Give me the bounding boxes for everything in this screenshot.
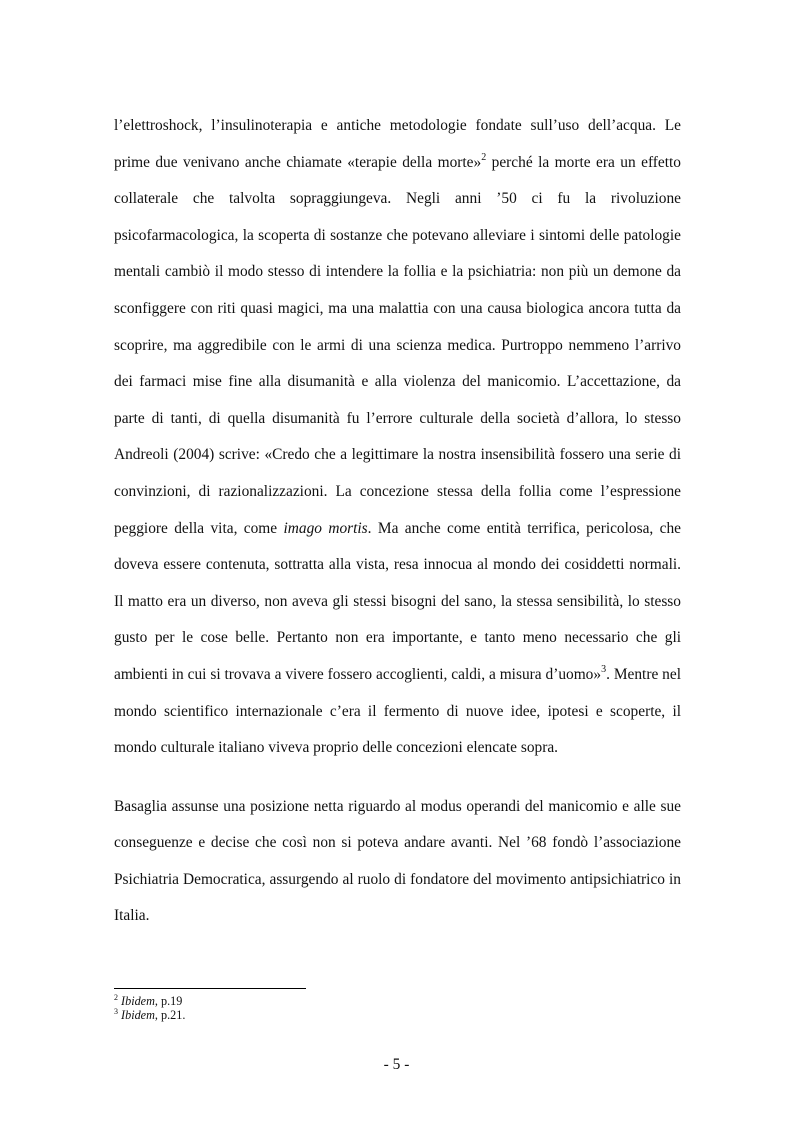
footnote-3 <box>114 1008 681 1022</box>
footnote-number: 2 <box>114 993 118 1002</box>
footnote-ref-2[interactable]: 2 <box>481 151 487 163</box>
paragraph-2: Basaglia assunse una posizione netta riguardo al modus operandi del manicomio e alle sue conseguenze e decise che così non si poteva andare avanti. Nel ’68 fondò l’associazione Psichiatria Democratica, assurgendo al ruolo di fondatore del movimento antipsichiatrico in Italia. <box>114 797 681 925</box>
footnote-page: , p.21. <box>154 1008 186 1022</box>
paragraph-1-text-c: . Ma anche come entità terrifica, pericolosa, che doveva essere contenuta, sottratta alla vista, resa innocua al mondo dei cosiddetti normali. Il matto era un diverso, non aveva gli stessi bisogni del sano, la stessa sensibilità, lo stesso gusto per le cose belle. Pertanto non era importante, e tanto meno necessario che gli ambienti in cui si trovava a vivere fossero accoglienti, caldi, a misura d’uomo» <box>114 519 681 683</box>
paragraph-1 <box>114 108 681 767</box>
footnote-2 <box>114 994 681 1008</box>
paragraph-1-text-b: perché la morte era un effetto collaterale che talvolta sopraggiungeva. Negli anni ’50 ci fu la rivoluzione psicofarmacologica, la scoperta di sostanze che potevano alleviare i sintomi delle patologie mentali cambiò il modo stesso di intendere la follia e la psichiatria: non più un demone da sconfiggere con riti quasi magici, ma una malattia con una causa biologica ancora tutta da scoprire, ma aggredibile con le armi di una scienza medica. Purtroppo nemmeno l’arrivo dei farmaci mise fine alla disumanità e alla violenza del manicomio. L’accettazione, da parte di tanti, di quella disumanità fu l’errore culturale della società d’allora, lo stesso Andreoli (2004) scrive: «Credo che a legittimare la nostra insensibilità fossero una serie di convinzioni, di razionalizzazioni. La concezione stessa della follia come l’espressione peggiore della vita, come <box>114 153 681 537</box>
page-body <box>114 108 681 935</box>
footnotes <box>114 988 681 1022</box>
footnote-divider <box>114 988 306 989</box>
italic-phrase: imago mortis <box>283 519 368 537</box>
footnote-source: Ibidem <box>121 1008 155 1022</box>
page-number: - 5 - <box>383 1056 410 1073</box>
footnote-ref-3[interactable]: 3 <box>601 663 607 675</box>
paragraph-1-text-a: l’elettroshock, l’insulinoterapia e antiche metodologie fondate sull’uso dell’acqua. Le prime due venivano anche chiamate «terapie della morte» <box>114 117 681 171</box>
footnote-source: Ibidem <box>121 994 155 1008</box>
paragraph-1-text-d: . Mentre nel mondo scientifico internazionale c’era il fermento di nuove idee, ipotesi e scoperte, il mondo culturale italiano viveva proprio delle concezioni elencate sopra. <box>114 665 681 757</box>
footnote-page: , p.19 <box>154 994 183 1008</box>
footnote-number: 3 <box>114 1007 118 1016</box>
